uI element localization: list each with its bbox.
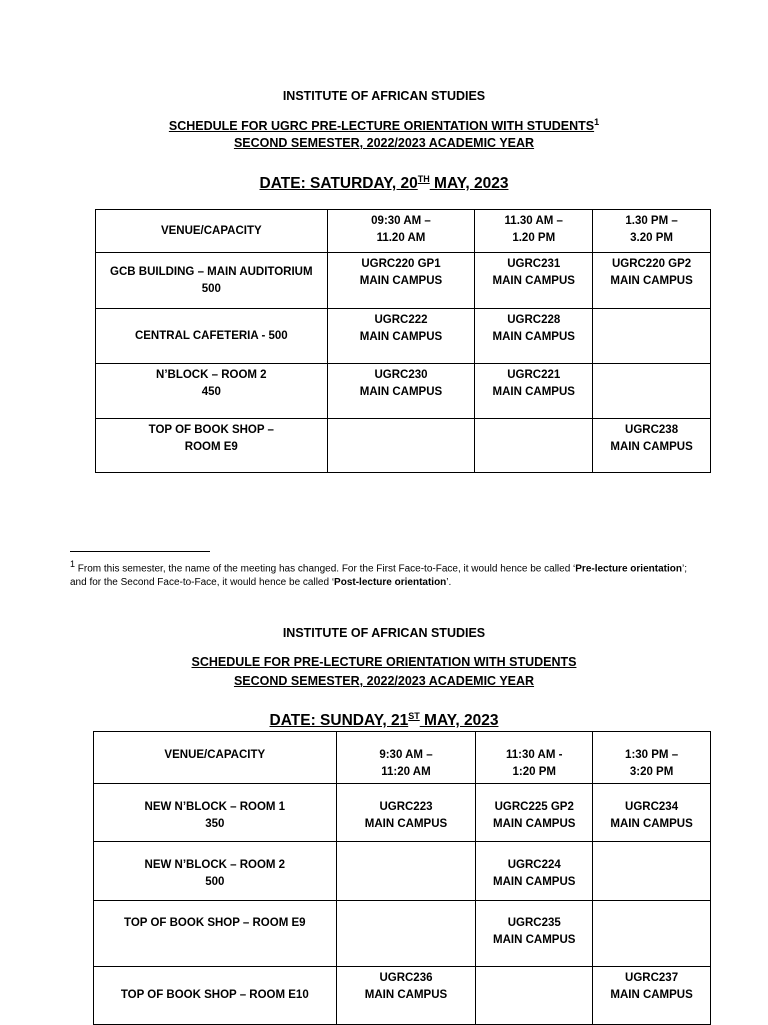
venue-header: VENUE/CAPACITY [96,210,328,253]
course-code: UGRC236 [379,972,433,984]
schedule-title-2 [0,655,768,669]
schedule-title-2-text: SCHEDULE FOR PRE-LECTURE ORIENTATION WITH STUDENTS [191,655,577,669]
table-row [94,967,711,1025]
venue-name: N’BLOCK – ROOM 2 [156,369,267,381]
footnote-ref: 1 [594,117,600,127]
slot-start: 09:30 AM – [371,215,431,227]
course-cell [593,419,711,473]
venue-name: TOP OF BOOK SHOP – ROOM E10 [120,989,309,1001]
campus-label: MAIN CAMPUS [364,818,448,830]
course-cell [327,309,475,364]
venue-cell [94,901,337,967]
venue-cell [96,419,328,473]
table-row [94,784,711,842]
venue-name: NEW N’BLOCK – ROOM 1 [144,801,286,813]
venue-cell [96,253,328,309]
campus-label: MAIN CAMPUS [610,989,693,1001]
venue-cell [96,309,328,364]
venue-name: TOP OF BOOK SHOP – [148,424,274,436]
course-code: UGRC237 [625,972,679,984]
course-cell [327,253,475,309]
slot-start: 9:30 AM – [379,749,433,761]
institute-heading-2: INSTITUTE OF AFRICAN STUDIES [282,626,486,640]
slot-end: 1:20 PM [512,766,556,778]
course-cell-empty [327,419,475,473]
venue-cell [94,967,337,1025]
slot-end: 11:20 AM [381,766,431,778]
campus-label: MAIN CAMPUS [492,386,575,398]
table-row [96,364,711,419]
course-cell-empty [593,901,711,967]
course-code: UGRC235 [507,917,561,929]
semester-line-2-text: SECOND SEMESTER, 2022/2023 ACADEMIC YEAR [233,674,535,688]
campus-label: MAIN CAMPUS [359,275,443,287]
schedule-table-2 [93,731,711,1025]
semester-line-1-text: SECOND SEMESTER, 2022/2023 ACADEMIC YEAR [233,136,535,150]
campus-label: MAIN CAMPUS [493,934,576,946]
course-cell [336,784,476,842]
course-cell [593,967,711,1025]
venue-name: NEW N’BLOCK – ROOM 2 [144,859,286,871]
course-cell [475,364,593,419]
slot-start: 11:30 AM - [506,749,563,761]
course-cell [593,784,711,842]
schedule-table-1 [95,209,711,473]
course-cell [475,309,593,364]
course-code: UGRC238 [625,424,679,436]
footnote-text: ’. [446,577,452,589]
footnote-term: Pre-lecture orientation [575,563,682,575]
time-slot-header [475,210,593,253]
footnote-rule [70,551,210,552]
course-code: UGRC230 [374,369,428,381]
venue-capacity: 350 [205,818,225,830]
table-header-row [94,732,711,784]
footnote-text: ’; and for the Second Face-to-Face, it would hence be called ‘ [70,563,687,589]
table-row [94,842,711,901]
venue-name: CENTRAL CAFETERIA - 500 [134,329,288,342]
table-row [94,901,711,967]
date-2-prefix: DATE: SUNDAY, 21 [269,712,409,730]
semester-line-2 [0,674,768,688]
course-cell [336,967,476,1025]
course-code: UGRC228 [507,314,561,326]
slot-start: 1.30 PM – [625,215,678,227]
time-slot-header [476,732,593,784]
venue-capacity: 500 [205,876,225,888]
date-1-suffix: MAY, 2023 [429,175,509,193]
date-1-sup: TH [417,174,430,184]
date-1-prefix: DATE: SATURDAY, 20 [259,175,418,193]
table-row [96,253,711,309]
table-row [96,419,711,473]
course-code: UGRC231 [507,258,561,270]
course-cell [593,253,711,309]
footnote [70,557,690,590]
course-code: UGRC234 [625,801,679,813]
venue-cell [94,784,337,842]
institute-heading-1: INSTITUTE OF AFRICAN STUDIES [282,89,486,103]
course-cell [475,253,593,309]
course-cell-empty [336,842,476,901]
course-cell [476,901,593,967]
course-code: UGRC220 GP1 [361,258,441,270]
slot-end: 1.20 PM [512,232,556,244]
campus-label: MAIN CAMPUS [359,331,443,343]
course-cell [327,364,475,419]
venue-room: ROOM E9 [184,441,238,453]
course-code: UGRC220 GP2 [611,258,692,270]
course-code: UGRC222 [374,314,428,326]
footnote-mark: 1 [70,559,76,569]
course-cell-empty [475,419,593,473]
time-slot-header [327,210,475,253]
slot-start: 1:30 PM – [625,749,679,761]
course-code: UGRC225 GP2 [494,801,574,813]
course-cell-empty [593,842,711,901]
schedule-title-1 [0,117,768,133]
venue-cell [94,842,337,901]
table-row [96,309,711,364]
time-slot-header [593,210,711,253]
venue-capacity: 500 [201,282,221,295]
venue-capacity: 450 [201,386,221,398]
campus-label: MAIN CAMPUS [359,386,443,398]
campus-label: MAIN CAMPUS [492,275,575,287]
footnote-term: Post-lecture orientation [334,577,447,589]
campus-label: MAIN CAMPUS [364,989,448,1001]
course-cell [476,842,593,901]
date-heading-1 [0,174,768,193]
date-2-sup: ST [408,711,420,721]
slot-end: 11.20 AM [376,232,426,244]
slot-end: 3.20 PM [630,232,673,244]
course-cell [476,784,593,842]
venue-cell [96,364,328,419]
schedule-title-1-text: SCHEDULE FOR UGRC PRE-LECTURE ORIENTATION WITH STUDENTS [168,119,595,134]
course-code: UGRC224 [507,859,561,871]
course-cell-empty [336,901,476,967]
time-slot-header [593,732,711,784]
campus-label: MAIN CAMPUS [610,441,693,453]
course-code: UGRC223 [379,801,433,813]
campus-label: MAIN CAMPUS [610,275,693,287]
campus-label: MAIN CAMPUS [493,876,576,888]
course-cell-empty [593,364,711,419]
campus-label: MAIN CAMPUS [610,818,693,830]
venue-name: TOP OF BOOK SHOP – ROOM E9 [124,917,306,929]
course-cell-empty [476,967,593,1025]
venue-name: GCB BUILDING – MAIN AUDITORIUM [110,265,313,278]
date-2-suffix: MAY, 2023 [419,712,499,730]
venue-header: VENUE/CAPACITY [94,732,337,784]
time-slot-header [336,732,476,784]
course-code: UGRC221 [507,369,561,381]
slot-end: 3:20 PM [629,766,674,778]
campus-label: MAIN CAMPUS [493,818,576,830]
date-heading-2 [0,711,768,730]
semester-line-1 [0,136,768,150]
course-cell-empty [593,309,711,364]
campus-label: MAIN CAMPUS [492,331,575,343]
footnote-text: From this semester, the name of the meeting has changed. For the First Face-to-Face, it would hence be called ‘ [75,563,576,575]
slot-start: 11.30 AM – [504,215,563,227]
table-header-row [96,210,711,253]
